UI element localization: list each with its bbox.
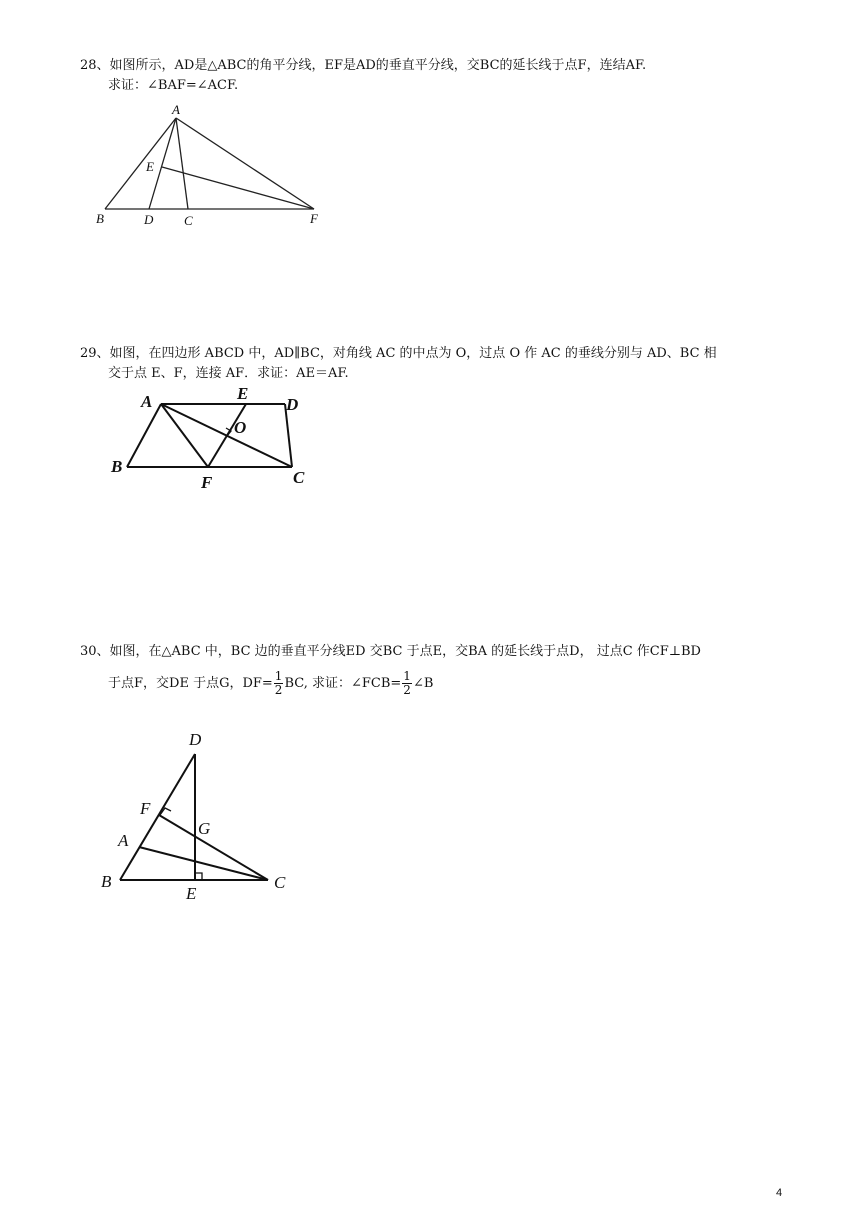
figure-30 [96,725,301,905]
figure-29 [105,383,325,493]
problem-30-number: 30、 [80,644,110,659]
label-B: B [96,211,104,226]
problem-29-number: 29、 [80,346,110,361]
page-number: 4 [776,1187,783,1199]
label-D: D [286,395,299,414]
label-D: D [144,212,154,227]
label-F: F [310,211,318,226]
label-D: D [189,730,202,749]
fraction-one-half-2: $\frac{1}{2}$ [403,669,411,697]
fraction-one-half: $\frac{1}{2}$ [274,669,283,697]
problem-29-line1 [80,345,717,363]
label-E: E [146,159,154,174]
problem-30-text-a: 于点F，交DE 于点G，DF= [108,676,273,691]
label-A: A [118,831,129,850]
label-E: E [237,384,249,403]
problem-28-line1 [80,57,646,75]
problem-30-line2 [108,669,433,699]
problem-30-text: 如图，在△ABC 中，BC 边的垂直平分线ED 交BC 于点E，交BA 的延长线于点D， 过点C 作CF⊥BD [109,644,701,659]
label-F: F [201,473,213,492]
problem-30-line1 [80,643,701,661]
label-F: F [140,799,151,818]
label-A: A [172,102,180,117]
problem-30-text-b: BC, 求证：∠FCB= [284,676,402,691]
label-A: A [141,392,153,411]
label-G: G [198,819,211,838]
problem-28-text: 如图所示，AD是△ABC的角平分线，EF是AD的垂直平分线，交BC的延长线于点F，连结AF. [109,58,647,73]
label-B: B [101,872,112,891]
label-C: C [184,213,193,228]
problem-28-line2: 求证：∠BAF=∠ACF. [108,78,239,93]
label-C: C [293,468,305,487]
label-O: O [234,418,247,437]
figure-28 [90,98,340,233]
problem-29-line2: 交于点 E、F，连接 AF．求证：AE＝AF. [108,366,349,381]
label-B: B [111,457,123,476]
problem-28-number: 28、 [80,58,110,73]
problem-29-text: 如图，在四边形 ABCD 中，AD∥BC，对角线 AC 的中点为 O，过点 O 作 AC 的垂线分别与 AD、BC 相 [109,346,717,361]
label-C: C [274,873,286,892]
problem-30-text-c: ∠B [412,676,434,691]
label-E: E [186,884,197,903]
